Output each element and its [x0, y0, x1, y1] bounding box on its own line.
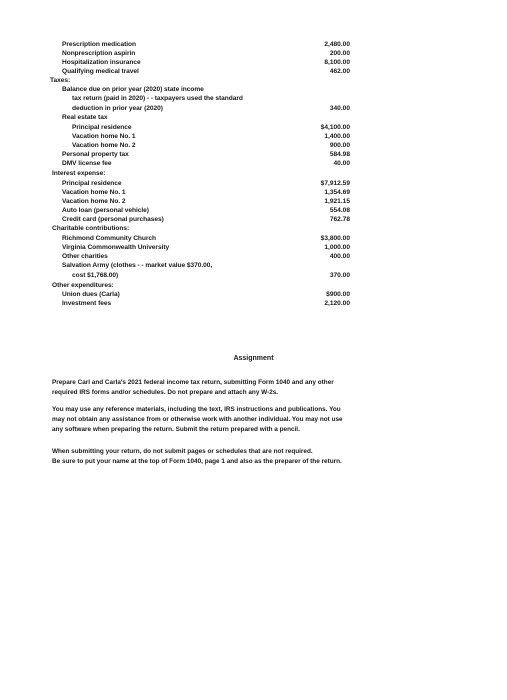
text-line: may not obtain any assistance from or otherwise work with another individual. You may not use [52, 416, 343, 423]
item-amount: $900.00 [326, 291, 350, 298]
text-line: Prepare Carl and Carla's 2021 federal income tax return, submitting Form 1040 and any other [52, 379, 334, 386]
item-label: Other charities [62, 253, 108, 260]
item-amount: 462.00 [329, 68, 350, 75]
item-label: Real estate tax [62, 114, 108, 121]
item-amount: 200.00 [329, 50, 350, 57]
item-label: Union dues (Carla) [62, 291, 120, 298]
item-amount: 1,400.00 [324, 133, 350, 140]
item-label: deduction in prior year (2020) [72, 105, 163, 112]
item-amount: 400.00 [329, 253, 350, 260]
text-line: When submitting your return, do not submit pages or schedules that are not required. [52, 448, 313, 455]
item-label: Balance due on prior year (2020) state income [62, 86, 204, 93]
item-label: Qualifying medical travel [62, 68, 139, 75]
section-heading-other: Other expenditures: [52, 282, 114, 289]
item-label: Auto loan (personal vehicle) [62, 207, 149, 214]
item-amount: 1,354.69 [324, 189, 350, 196]
item-amount: 40.00 [333, 160, 350, 167]
assignment-title: Assignment [233, 355, 274, 362]
item-label: Investment fees [62, 300, 112, 307]
item-label: Richmond Community Church [62, 235, 156, 242]
item-label: Credit card (personal purchases) [62, 216, 164, 223]
item-amount: $7,912.59 [320, 180, 350, 187]
item-amount: $3,800.00 [320, 235, 350, 242]
item-amount: 2,120.00 [324, 300, 350, 307]
item-label: Vacation home No. 2 [62, 198, 126, 205]
item-amount: 1,921.15 [324, 198, 350, 205]
item-label: Hospitalization insurance [62, 59, 141, 66]
item-amount: $4,100.00 [320, 124, 350, 131]
assignment-paragraph-2 [52, 405, 382, 435]
item-label: Personal property tax [62, 151, 129, 158]
assignment-paragraph-3 [52, 447, 382, 467]
item-label: Vacation home No. 2 [72, 142, 136, 149]
item-label: tax return (paid in 2020) - - taxpayers used the standard [72, 95, 243, 102]
section-heading-interest: Interest expense: [52, 170, 106, 177]
item-amount: 900.00 [329, 142, 350, 149]
section-heading-charitable: Charitable contributions: [52, 225, 130, 232]
text-line: required IRS forms and/or schedules. Do not prepare and attach any W-2s. [52, 389, 279, 396]
item-label: Vacation home No. 1 [62, 189, 126, 196]
item-label: Principal residence [62, 180, 122, 187]
assignment-paragraph-1 [52, 378, 382, 398]
item-amount: 1,000.00 [324, 244, 350, 251]
item-label: Nonprescription aspirin [62, 50, 136, 57]
item-amount: 8,100.00 [324, 59, 350, 66]
item-amount: 554.08 [329, 207, 350, 214]
item-label: Principal residence [72, 124, 132, 131]
text-line: any software when preparing the return. Submit the return prepared with a pencil. [52, 426, 300, 433]
item-label: Virginia Commonwealth University [62, 244, 170, 251]
item-amount: 584.98 [329, 151, 350, 158]
item-label: Salvation Army (clothes - - market value $370.00, [62, 262, 213, 269]
item-amount: 762.78 [329, 216, 350, 223]
text-line: You may use any reference materials, including the text, IRS instructions and publications. You [52, 406, 341, 413]
item-label: cost $1,768.00) [72, 272, 119, 279]
item-label: DMV license fee [62, 160, 112, 167]
item-label: Prescription medication [62, 41, 136, 48]
section-heading-taxes: Taxes: [50, 77, 71, 84]
item-amount: 370.00 [329, 272, 350, 279]
item-amount: 2,480.00 [324, 41, 350, 48]
item-amount: 340.00 [329, 105, 350, 112]
text-line: Be sure to put your name at the top of Form 1040, page 1 and also as the preparer of the return. [52, 458, 342, 465]
item-label: Vacation home No. 1 [72, 133, 136, 140]
